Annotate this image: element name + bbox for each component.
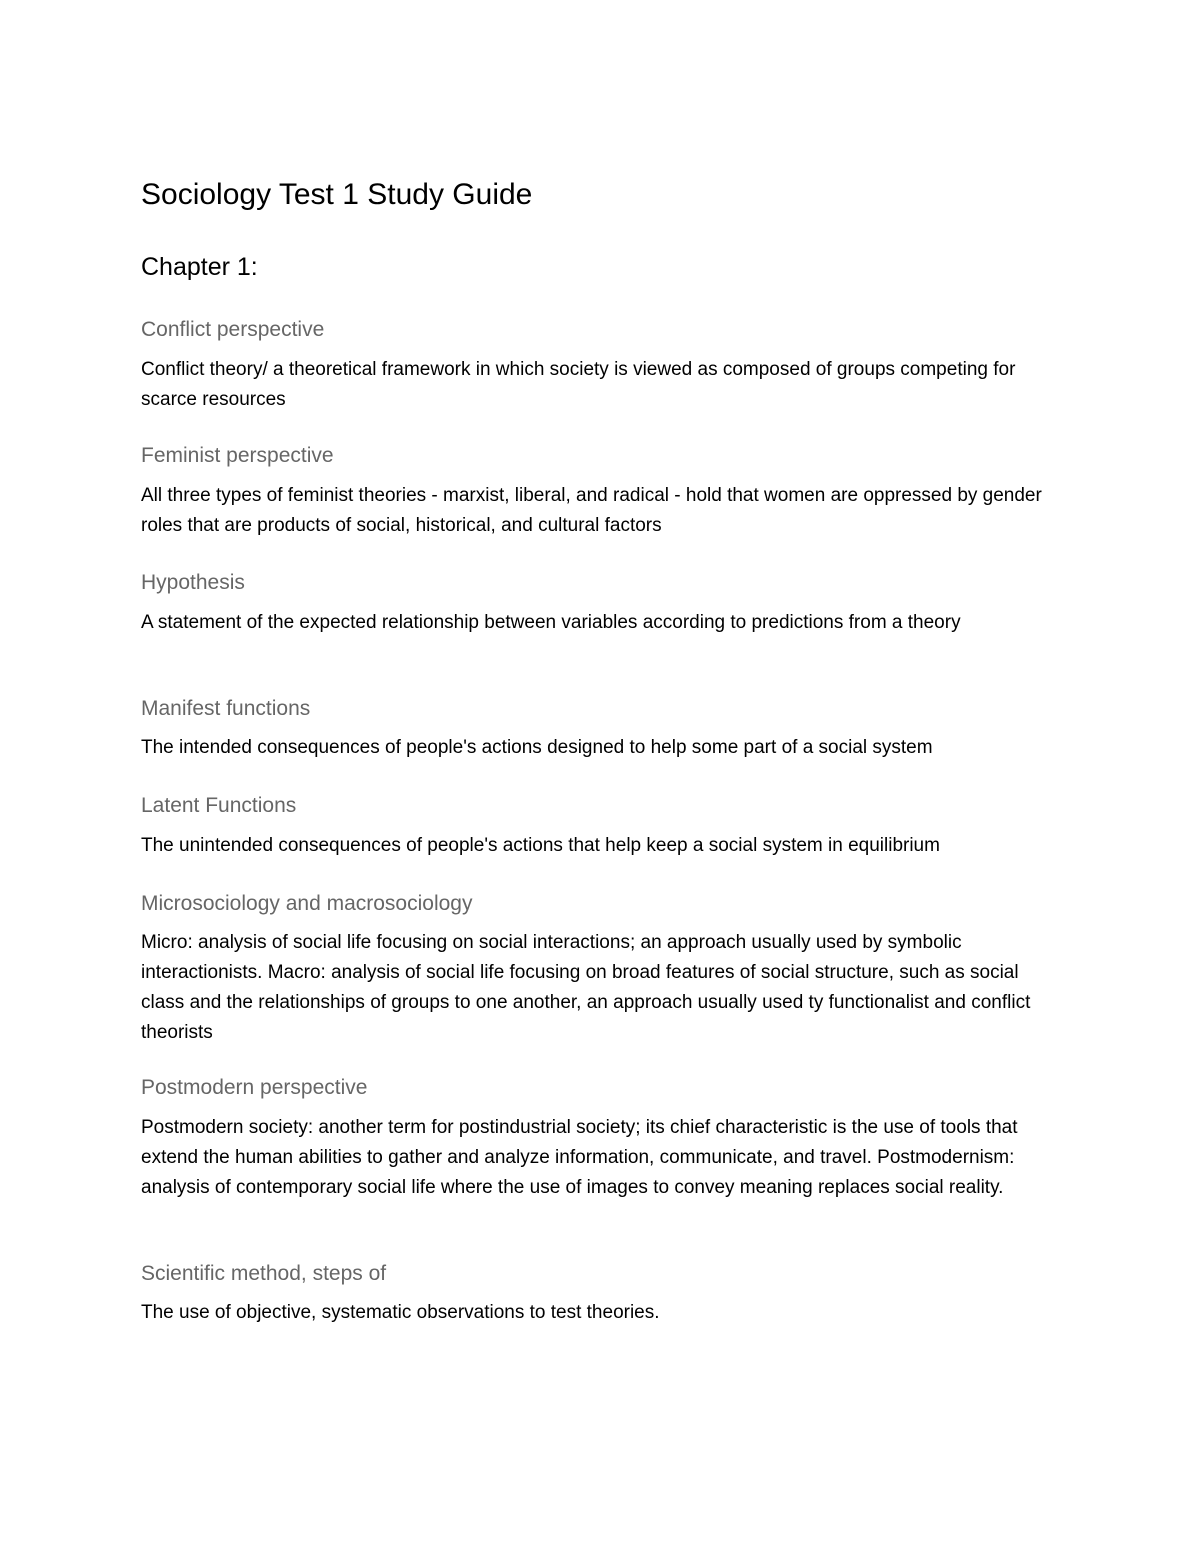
term-hypothesis: Hypothesis xyxy=(141,571,245,594)
definition-feminist-perspective: All three types of feminist theories - marxist, liberal, and radical - hold that women are oppressed by gender roles that are products of social, historical, and cultural factors xyxy=(141,485,1042,536)
definition-conflict-perspective: Conflict theory/ a theoretical framework in which society is viewed as composed of groups competing for scarce resources xyxy=(141,359,1016,410)
definition-postmodern-perspective: Postmodern society: another term for postindustrial society; its chief characteristic is the use of tools that extend the human abilities to gather and analyze information, communicate, and travel. Postmodernism: analysis of contemporary social life where the use of images to convey meaning replaces social reality. xyxy=(141,1117,1018,1198)
definition-hypothesis: A statement of the expected relationship between variables according to predictions from a theory xyxy=(141,612,961,633)
term-latent-functions: Latent Functions xyxy=(141,794,297,817)
definition-manifest-functions: The intended consequences of people's actions designed to help some part of a social system xyxy=(141,737,933,758)
term-postmodern-perspective: Postmodern perspective xyxy=(141,1076,368,1099)
term-feminist-perspective: Feminist perspective xyxy=(141,444,334,467)
document-title: Sociology Test 1 Study Guide xyxy=(141,178,533,211)
term-scientific-method: Scientific method, steps of xyxy=(141,1262,387,1285)
definition-micro-macro-sociology: Micro: analysis of social life focusing on social interactions; an approach usually used by symbolic interactionists. Macro: analysis of social life focusing on broad features of social structure, such as social class and the relationships of groups to one another, an approach usually used ty functionalist and conflict theorists xyxy=(141,932,1031,1043)
definition-scientific-method: The use of objective, systematic observations to test theories. xyxy=(141,1302,660,1323)
term-conflict-perspective: Conflict perspective xyxy=(141,318,325,341)
term-micro-macro-sociology: Microsociology and macrosociology xyxy=(141,892,473,915)
chapter-heading: Chapter 1: xyxy=(141,253,258,281)
term-manifest-functions: Manifest functions xyxy=(141,697,311,720)
definition-latent-functions: The unintended consequences of people's actions that help keep a social system in equilibrium xyxy=(141,835,940,856)
